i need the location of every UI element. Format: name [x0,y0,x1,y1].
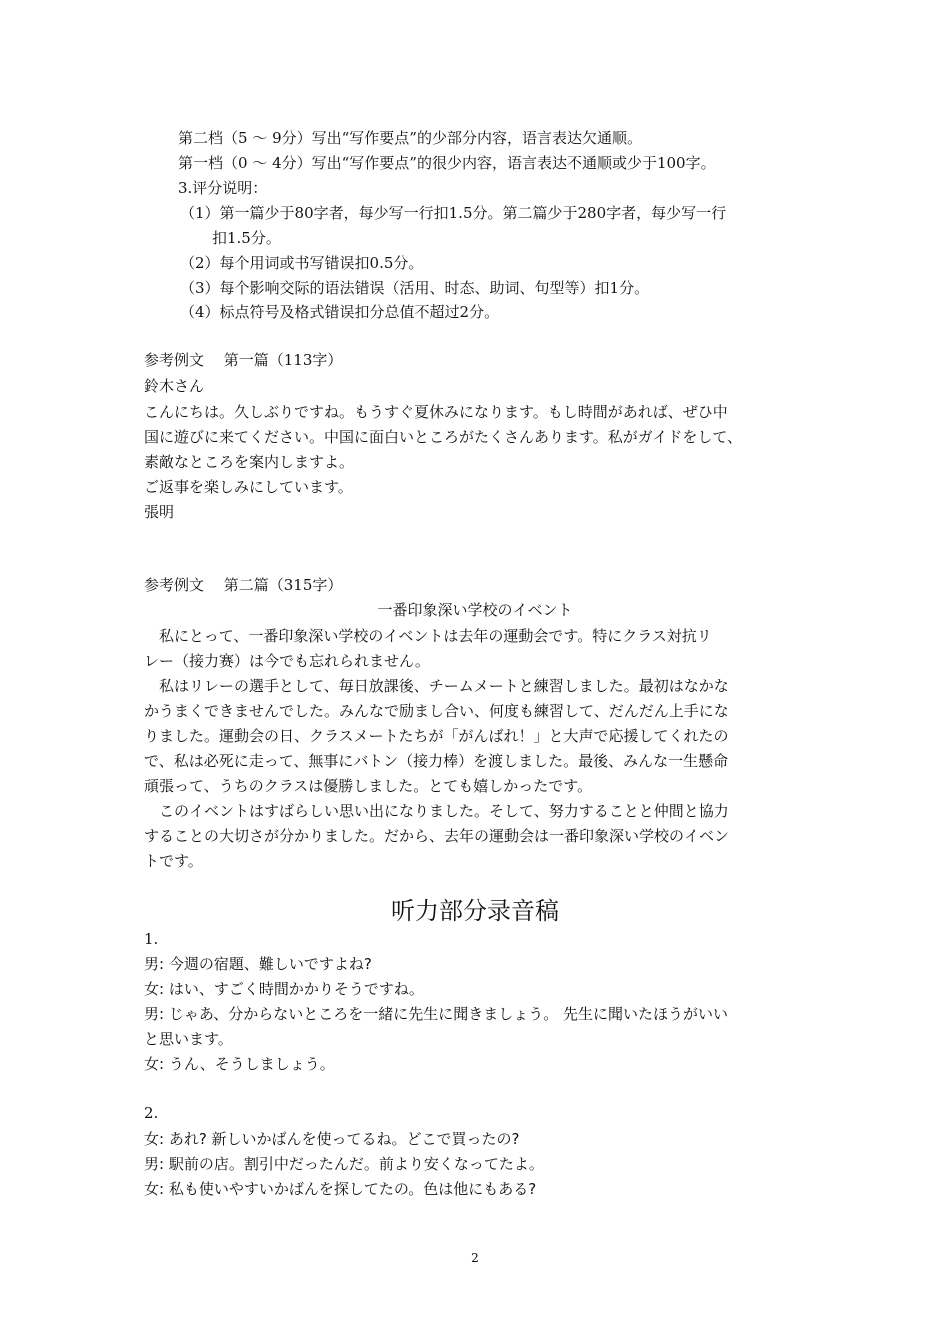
scoring-note2: （2）每个用词或书写错误扣0.5分。 [180,254,424,272]
essay2-line: トです。 [144,852,203,870]
dialogue-line: 男: 今週の宿題、難しいですよね? [144,955,372,973]
essay1-line: 国に遊びに来てください。中国に面白いところがたくさんあります。私がガイドをして、 [144,428,743,446]
scoring-notes-title: 3.评分说明： [178,179,268,197]
essay1-signature: 張明 [144,503,175,521]
question-number: 2. [144,1104,159,1122]
essay1-line: こんにちは。久しぶりですね。もうすぐ夏休みになります。もし時間があれば、ぜひ中 [144,403,728,421]
dialogue-line: 男: 駅前の店。割引中だったんだ。前より安くなってたよ。 [144,1155,544,1173]
dialogue-line: 女: はい、すごく時間かかりそうですね。 [144,980,424,998]
essay2-line: 私にとって、一番印象深い学校のイベントは去年の運動会です。特にクラス対抗リ [144,627,712,645]
essay2-header: 参考例文 第二篇（315字） [144,576,343,594]
scoring-tier1: 第一档（0 ～ 4分）写出“写作要点”的很少内容，语言表达不通顺或少于100字。 [178,154,716,172]
scoring-note1-line1: （1）第一篇少于80字者，每少写一行扣1.5分。第二篇少于280字者，每少写一行 [180,204,727,222]
essay2-line: このイベントはすばらしい思い出になりました。そして、努力することと仲間と協力 [144,802,729,820]
dialogue-line: 女: うん、そうしましょう。 [144,1055,335,1073]
essay2-line: りました。運動会の日、クラスメートたちが「がんばれ！」と大声で応援してくれたの [144,727,729,745]
scoring-note4: （4）标点符号及格式错误扣分总值不超过2分。 [180,303,500,321]
essay1-line: ご返事を楽しみにしています。 [144,478,353,496]
essay2-line: で、私は必死に走って、無事にバトン（接力棒）を渡しました。最後、みんな一生懸命 [144,752,729,770]
essay1-line: 素敵なところを案内しますよ。 [144,453,355,471]
dialogue-line: 男: じゃあ、分からないところを一緒に先生に聞きましょう。 先生に聞いたほうがいい [144,1005,728,1023]
dialogue-line: 女: あれ? 新しいかばんを使ってるね。どこで買ったの? [144,1130,520,1148]
essay2-line: レー（接力赛）は今でも忘れられません。 [144,652,430,670]
essay2-title: 一番印象深い学校のイベント [377,601,573,619]
scoring-tier2: 第二档（5 ～ 9分）写出“写作要点”的少部分内容，语言表达欠通顺。 [178,129,642,147]
essay2-line: することの大切さが分かりました。だから、去年の運動会は一番印象深い学校のイベン [144,827,730,845]
scoring-note3: （3）每个影响交际的语法错误（活用、时态、助词、句型等）扣1分。 [180,279,650,297]
essay2-line: 私はリレーの選手として、毎日放課後、チームメートと練習しました。最初はなかな [144,677,729,695]
page-number: 2 [471,1251,479,1265]
essay2-line: かうまくできませんでした。みんなで励まし合い、何度も練習して、だんだん上手にな [144,702,729,720]
listening-title: 听力部分录音稿 [391,897,559,925]
dialogue-line: 女: 私も使いやすいかばんを探してたの。色は他にもある? [144,1180,537,1198]
essay1-header: 参考例文 第一篇（113字） [144,351,343,369]
essay2-line: 頑張って、うちのクラスは優勝しました。とても嬉しかったです。 [144,777,593,795]
question-number: 1. [144,930,159,948]
scoring-note1-line2: 扣1.5分。 [212,229,281,247]
dialogue-line: と思います。 [144,1030,233,1048]
essay1-salutation: 鈴木さん [144,377,205,395]
